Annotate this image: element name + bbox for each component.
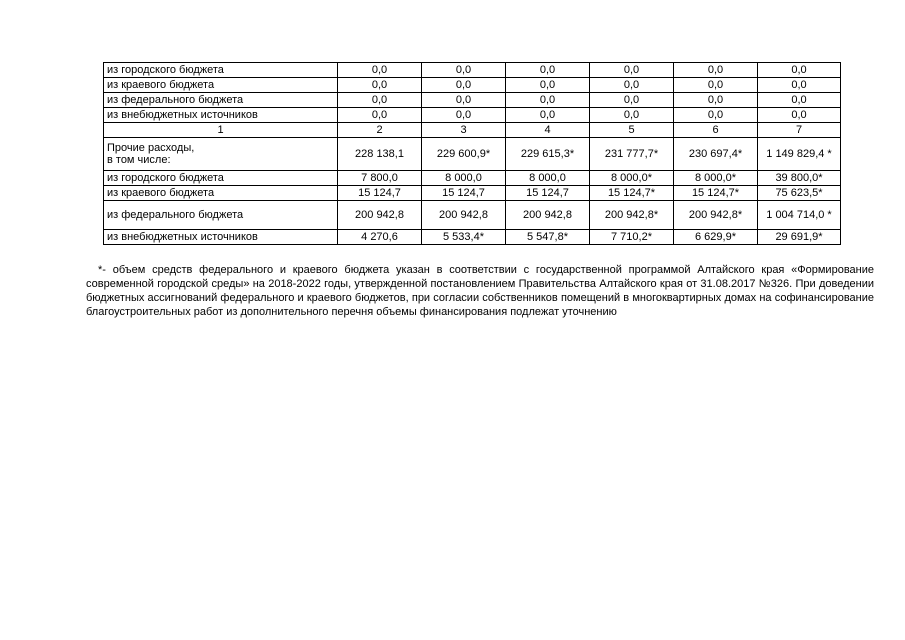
table-cell: 0,0	[674, 93, 758, 108]
table-cell: 7 710,2*	[590, 230, 674, 245]
table-cell: 0,0	[758, 108, 841, 123]
footnote-text: *- объем средств федерального и краевого бюджета указан в соответствии с государственной программой Алтайского края «Формирование современной городской среды» на 2018-2022 годы, утвержденной постановлением Правительства Алтайского края от 31.08.2017 №326. При доведении бюджетных ассигнований федерального и краевого бюджетов, при согласии собственников помещений в многоквартирных домах на софинансирование благоустроительных работ из дополнительного перечня объемы финансирования подлежат уточнению	[86, 264, 874, 318]
table-row	[104, 93, 841, 108]
table-row	[104, 186, 841, 201]
table-cell: 0,0	[506, 63, 590, 78]
table-cell: 8 000,0	[506, 171, 590, 186]
column-number: 6	[674, 123, 758, 138]
table-cell: 4 270,6	[338, 230, 422, 245]
table-cell: 0,0	[506, 108, 590, 123]
table-cell: 200 942,8*	[674, 201, 758, 230]
row-label: из городского бюджета	[104, 63, 338, 78]
table-cell: 0,0	[422, 93, 506, 108]
table-cell: 15 124,7	[338, 186, 422, 201]
table-cell: 1 004 714,0 *	[758, 201, 841, 230]
column-number: 2	[338, 123, 422, 138]
row-label: из краевого бюджета	[104, 78, 338, 93]
table-cell: 15 124,7	[506, 186, 590, 201]
table-cell: 200 942,8*	[590, 201, 674, 230]
table-row	[104, 171, 841, 186]
table-cell: 0,0	[338, 63, 422, 78]
table-cell: 0,0	[506, 78, 590, 93]
table-cell: 6 629,9*	[674, 230, 758, 245]
table-cell: 0,0	[590, 63, 674, 78]
budget-table	[103, 62, 841, 245]
table-cell: 200 942,8	[506, 201, 590, 230]
column-number: 7	[758, 123, 841, 138]
table-cell: 200 942,8	[338, 201, 422, 230]
row-label-line: Прочие расходы,	[107, 142, 195, 154]
table-cell: 5 547,8*	[506, 230, 590, 245]
table-cell: 0,0	[338, 108, 422, 123]
table-cell: 231 777,7*	[590, 138, 674, 171]
table-cell: 8 000,0*	[674, 171, 758, 186]
table-cell: 0,0	[758, 63, 841, 78]
table-cell: 0,0	[674, 108, 758, 123]
table-cell: 229 600,9*	[422, 138, 506, 171]
table-cell: 0,0	[422, 78, 506, 93]
table-cell: 0,0	[674, 63, 758, 78]
table-row	[104, 230, 841, 245]
footnote	[86, 263, 874, 319]
table-cell: 0,0	[506, 93, 590, 108]
row-label: из городского бюджета	[104, 171, 338, 186]
row-label: из федерального бюджета	[104, 93, 338, 108]
table-cell: 0,0	[758, 93, 841, 108]
table-cell: 0,0	[422, 63, 506, 78]
table-cell: 29 691,9*	[758, 230, 841, 245]
table-cell: 0,0	[338, 93, 422, 108]
row-label	[104, 138, 338, 171]
row-label-line: в том числе:	[107, 154, 171, 166]
table-cell: 229 615,3*	[506, 138, 590, 171]
table-cell: 0,0	[338, 78, 422, 93]
table-cell: 8 000,0	[422, 171, 506, 186]
table-cell: 39 800,0*	[758, 171, 841, 186]
table-cell: 15 124,7	[422, 186, 506, 201]
table-row	[104, 201, 841, 230]
column-number: 1	[104, 123, 338, 138]
table-cell: 8 000,0*	[590, 171, 674, 186]
table-cell: 0,0	[674, 78, 758, 93]
table-cell: 230 697,4*	[674, 138, 758, 171]
table-cell: 228 138,1	[338, 138, 422, 171]
row-label: из внебюджетных источников	[104, 230, 338, 245]
table-cell: 15 124,7*	[590, 186, 674, 201]
row-label: из внебюджетных источников	[104, 108, 338, 123]
column-number-row	[104, 123, 841, 138]
column-number: 5	[590, 123, 674, 138]
table-cell: 7 800,0	[338, 171, 422, 186]
table-cell: 0,0	[590, 93, 674, 108]
table-row	[104, 63, 841, 78]
table-cell: 75 623,5*	[758, 186, 841, 201]
table-cell: 0,0	[590, 108, 674, 123]
table-cell: 200 942,8	[422, 201, 506, 230]
table-row	[104, 138, 841, 171]
table-cell: 0,0	[422, 108, 506, 123]
table-cell: 0,0	[758, 78, 841, 93]
row-label: из краевого бюджета	[104, 186, 338, 201]
table-cell: 5 533,4*	[422, 230, 506, 245]
row-label: из федерального бюджета	[104, 201, 338, 230]
table-cell: 0,0	[590, 78, 674, 93]
column-number: 3	[422, 123, 506, 138]
table-row	[104, 78, 841, 93]
table-cell: 1 149 829,4 *	[758, 138, 841, 171]
column-number: 4	[506, 123, 590, 138]
table-cell: 15 124,7*	[674, 186, 758, 201]
table-row	[104, 108, 841, 123]
